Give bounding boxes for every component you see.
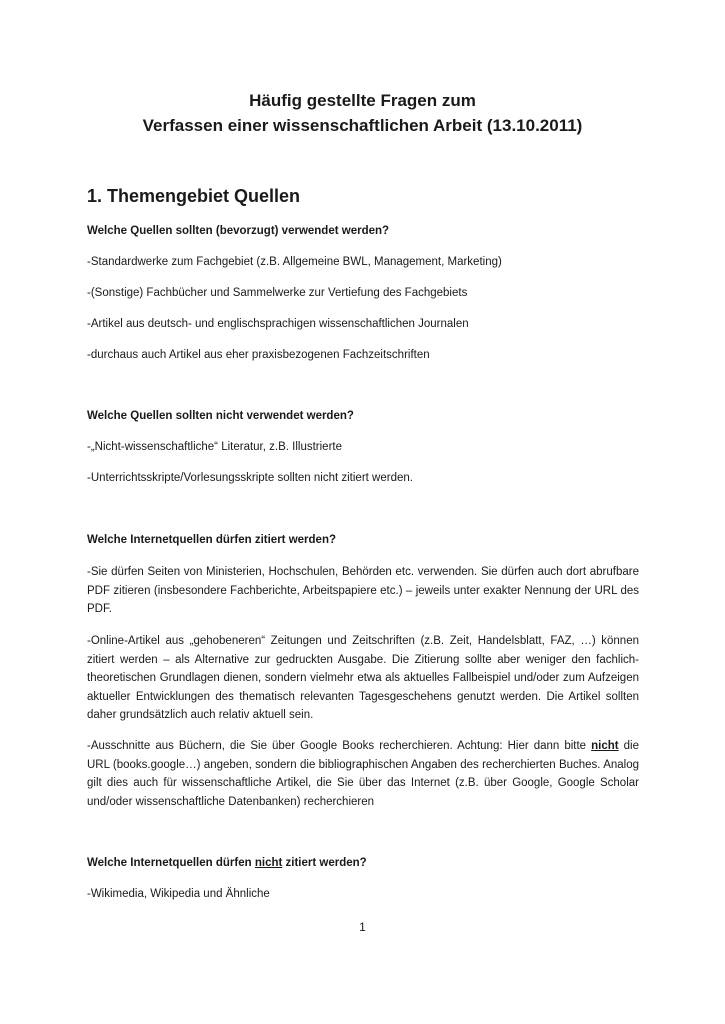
emphasis-text: nicht (591, 740, 619, 752)
question-heading: Welche Internetquellen dürfen zitiert werden? (87, 534, 336, 546)
list-item: -Artikel aus deutsch- und englischsprachigen wissenschaftlichen Journalen (87, 318, 469, 330)
paragraph-text: die URL (books.google…) angeben, sondern die bibliographischen Angaben des recherchierten Buches. Analog gilt dies auch für wissenschaftliche Artikel, die Sie über das Internet (z.B. über Google, Google Scholar und/oder wissenschaftliche Datenbanken) recherchieren (87, 740, 639, 808)
paragraph-text: -Ausschnitte aus Büchern, die Sie über Google Books recherchieren. Achtung: Hier dann bitte (87, 740, 592, 752)
title-line-1: Häufig gestellte Fragen zum (249, 91, 476, 110)
section-heading: 1. Themengebiet Quellen (87, 186, 301, 206)
page-number: 1 (359, 920, 366, 934)
question-heading: Welche Quellen sollten nicht verwendet werden? (87, 410, 354, 422)
paragraph (87, 737, 639, 811)
question-text: Welche Internetquellen dürfen (87, 857, 255, 869)
title-line-2: Verfassen einer wissenschaftlichen Arbeit (13.10.2011) (142, 116, 583, 135)
list-item: -(Sonstige) Fachbücher und Sammelwerke zur Vertiefung des Fachgebiets (87, 287, 468, 299)
emphasis-text: nicht (254, 857, 283, 869)
question-heading (87, 857, 367, 869)
list-item: -Wikimedia, Wikipedia und Ähnliche (87, 888, 270, 900)
list-item: -durchaus auch Artikel aus eher praxisbezogenen Fachzeitschriften (87, 349, 430, 361)
document-title (0, 88, 725, 138)
list-item: -„Nicht-wissenschaftliche“ Literatur, z.B. Illustrierte (87, 441, 342, 453)
list-item: -Unterrichtsskripte/Vorlesungsskripte sollten nicht zitiert werden. (87, 472, 413, 484)
paragraph: -Online-Artikel aus „gehobeneren“ Zeitungen und Zeitschriften (z.B. Zeit, Handelsblatt, FAZ, …) können zitiert werden – als Alternative zur gedruckten Ausgabe. Die Zitierung sollte aber weniger den fachlich-theoretischen Grundlagen dienen, sondern vielmehr etwa als aktuelles Fallbeispiel und/oder zum Aufzeigen aktueller Entwicklungen des thematisch relevanten Tagesgeschehens genutzt werden. Die Artikel sollten daher grundsätzlich auch relativ aktuell sein. (87, 635, 639, 722)
question-heading: Welche Quellen sollten (bevorzugt) verwendet werden? (87, 225, 390, 237)
question-text: zitiert werden? (282, 857, 367, 869)
list-item: -Standardwerke zum Fachgebiet (z.B. Allgemeine BWL, Management, Marketing) (87, 256, 502, 268)
paragraph: -Sie dürfen Seiten von Ministerien, Hochschulen, Behörden etc. verwenden. Sie dürfen auch dort abrufbare PDF zitieren (insbesondere Fachberichte, Arbeitspapiere etc.) – jeweils unter exakter Nennung der URL des PDF. (87, 566, 639, 616)
